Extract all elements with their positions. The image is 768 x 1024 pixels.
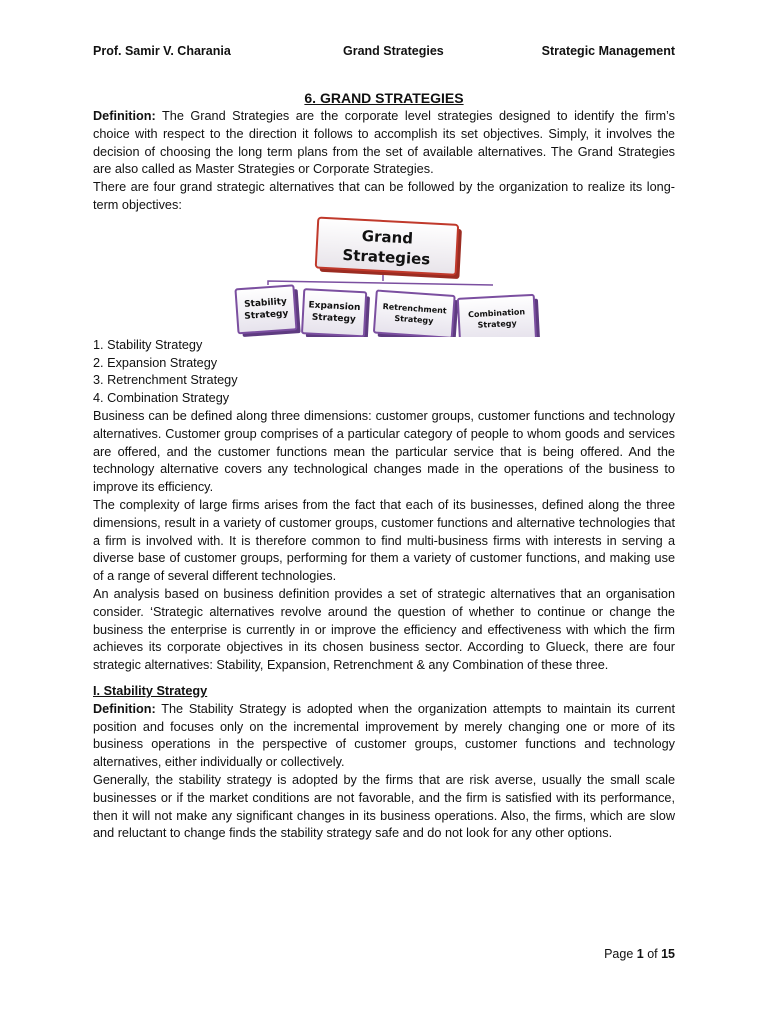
diagram-top-line1: Grand [361,226,414,248]
document-body [93,108,675,843]
intro-definition [93,108,675,179]
diagram-box-label-line1: Retrenchment [382,301,447,316]
diagram-box-label-line1: Combination [467,307,526,320]
diagram-box-retrenchment [374,290,459,336]
paragraph-complexity: The complexity of large firms arises from the fact that each of its businesses, defined along the three dimensions, result in a variety of customer groups, customer functions and alternative technologies that a firm is involved with. It is therefore common to find multi-business firms with interests in serving a diverse base of customer groups, performing for them a variety of customer functions, and making use of a range of several different technologies. [93,497,675,584]
diagram-box-label-line1: Expansion [308,300,361,313]
diagram-box-combination [458,294,540,336]
footer-of-word: of [643,947,662,961]
list-item: 2. Expansion Strategy [93,355,218,370]
list-item: 1. Stability Strategy [93,337,203,352]
footer-page-total: 15 [661,947,675,961]
diagram-top-line2: Strategies [342,245,431,269]
header-author: Prof. Samir V. Charania [93,44,231,58]
diagram-box-label-line2: Strategy [244,308,289,322]
grand-strategies-diagram [93,215,675,337]
list-item: 3. Retrenchment Strategy [93,373,238,388]
diagram-top-box [316,217,463,278]
alternatives-text: There are four grand strategic alternatives that can be followed by the organization to realize its long-term objectives: [93,180,675,212]
page-title: 6. GRAND STRATEGIES [304,90,464,106]
list-item: 4. Combination Strategy [93,391,230,406]
section-heading: I. Stability Strategy [93,683,208,698]
definition-label: Definition: [93,701,156,716]
page-footer [604,947,675,961]
definition-text: The Grand Strategies are the corporate level strategies designed to identify the firm’s choice with respect to the direction it follows to accomplish its set objectives. Simply, it involves the decision of choosing the long term plans from the set of available alternatives. The Grand Strategies are also called as Master Strategies or Corporate Strategies. [93,109,675,177]
diagram-box-stability [235,285,300,337]
section-paragraph: Generally, the stability strategy is adopted by the firms that are risk averse, usually the small scale businesses or if the market conditions are not favorable, and the firm is satisfied with its performance, then it will not make any significant changes in its business operations. Also, the firms, which are slow and reluctant to change finds the stability strategy safe and do not look for any other options. [93,772,675,841]
diagram-box-expansion [302,289,370,337]
header-course: Strategic Management [541,44,675,58]
paragraph-dimensions: Business can be defined along three dimensions: customer groups, customer functions and technology alternatives. Customer group comprises of a particular category of people to whom goods and services are offered, and the customer functions mean the particular service that is being offered. And the technology alternative covers any technological changes made in the operations of the business to improve its efficiency. [93,408,675,495]
diagram-box-label-line2: Strategy [311,312,357,325]
footer-page-number: 1 [636,947,644,961]
diagram-box-label-line2: Strategy [394,313,434,326]
diagram-box-label-line1: Stability [243,296,288,310]
footer-page-word: Page [604,947,637,961]
paragraph-analysis: An analysis based on business definition provides a set of strategic alternatives that an organisation consider. ‘Strategic alternatives revolve around the question of whether to continue or change the business the enterprise is currently in or improve the efficiency and effectiveness with which the firm achieves its corporate objectives in its chosen business sector. According to Glueck, there are four strategic alternatives: Stability, Expansion, Retrenchment & any Combination of these three. [93,586,675,673]
definition-label: Definition: [93,109,156,123]
diagram-svg [93,215,675,337]
definition-text: The Stability Strategy is adopted when the organization attempts to maintain its current position and focuses only on the incremental improvement by merely changing one or more of its business operations in the perspective of customer groups, customer functions and technology alternatives, either individually or collectively. [93,701,675,770]
diagram-box-label-line2: Strategy [477,318,517,330]
header-topic: Grand Strategies [343,44,444,58]
section-definition [93,701,675,772]
